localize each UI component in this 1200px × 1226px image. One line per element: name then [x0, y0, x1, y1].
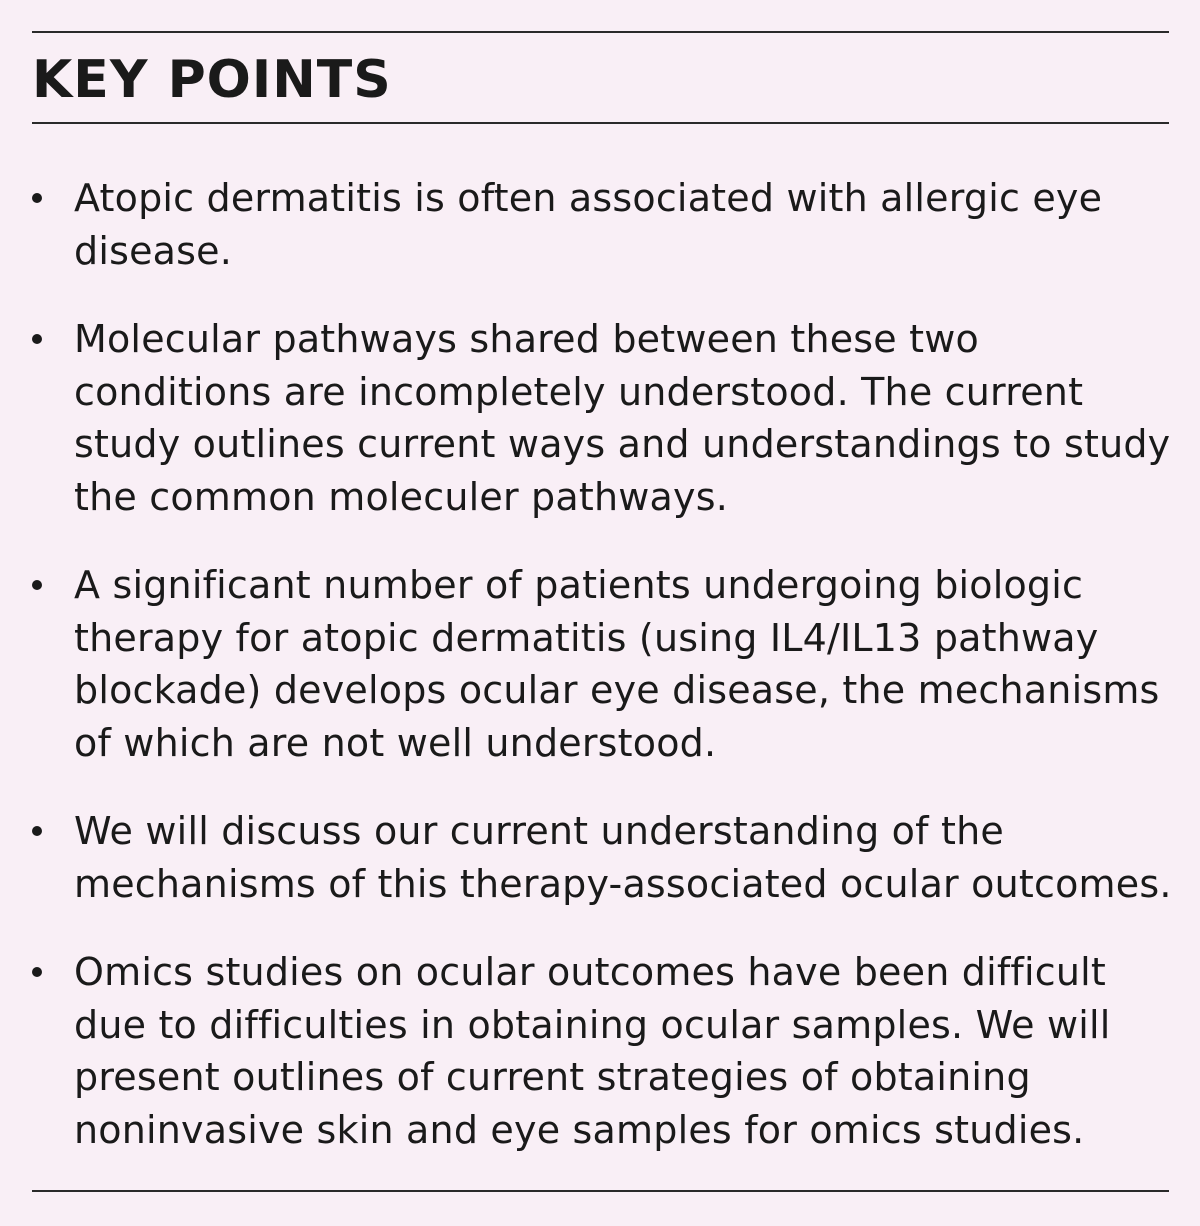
key-point-text: Omics studies on ocular outcomes have been difficult due to difficulties in obtaining ocular samples. We will present outlines of current strategies of obtaining noninvasive skin and eye samples for omics studies. [74, 950, 1111, 1152]
heading-rule [32, 122, 1169, 124]
key-point-text: Molecular pathways shared between these two conditions are incompletely understood. The current study outlines current ways and understandings to study the common moleculer pathways. [74, 317, 1171, 519]
key-point-item [32, 172, 1172, 277]
key-points-heading: KEY POINTS [32, 50, 392, 110]
key-point-text: A significant number of patients undergoing biologic therapy for atopic dermatitis (using IL4/IL13 pathway blockade) develops ocular eye disease, the mechanisms of which are not well understood. [74, 563, 1160, 765]
key-point-item [32, 559, 1172, 769]
bottom-rule [32, 1190, 1169, 1192]
key-points-list [32, 172, 1172, 1192]
bullet-icon [32, 193, 42, 203]
key-point-text: Atopic dermatitis is often associated with allergic eye disease. [74, 176, 1103, 273]
key-point-item [32, 946, 1172, 1156]
key-point-item [32, 805, 1172, 910]
top-rule [32, 31, 1169, 33]
key-point-text: We will discuss our current understanding of the mechanisms of this therapy-associated ocular outcomes. [74, 809, 1172, 906]
bullet-icon [32, 580, 42, 590]
bullet-icon [32, 334, 42, 344]
bullet-icon [32, 826, 42, 836]
key-point-item [32, 313, 1172, 523]
bullet-icon [32, 967, 42, 977]
